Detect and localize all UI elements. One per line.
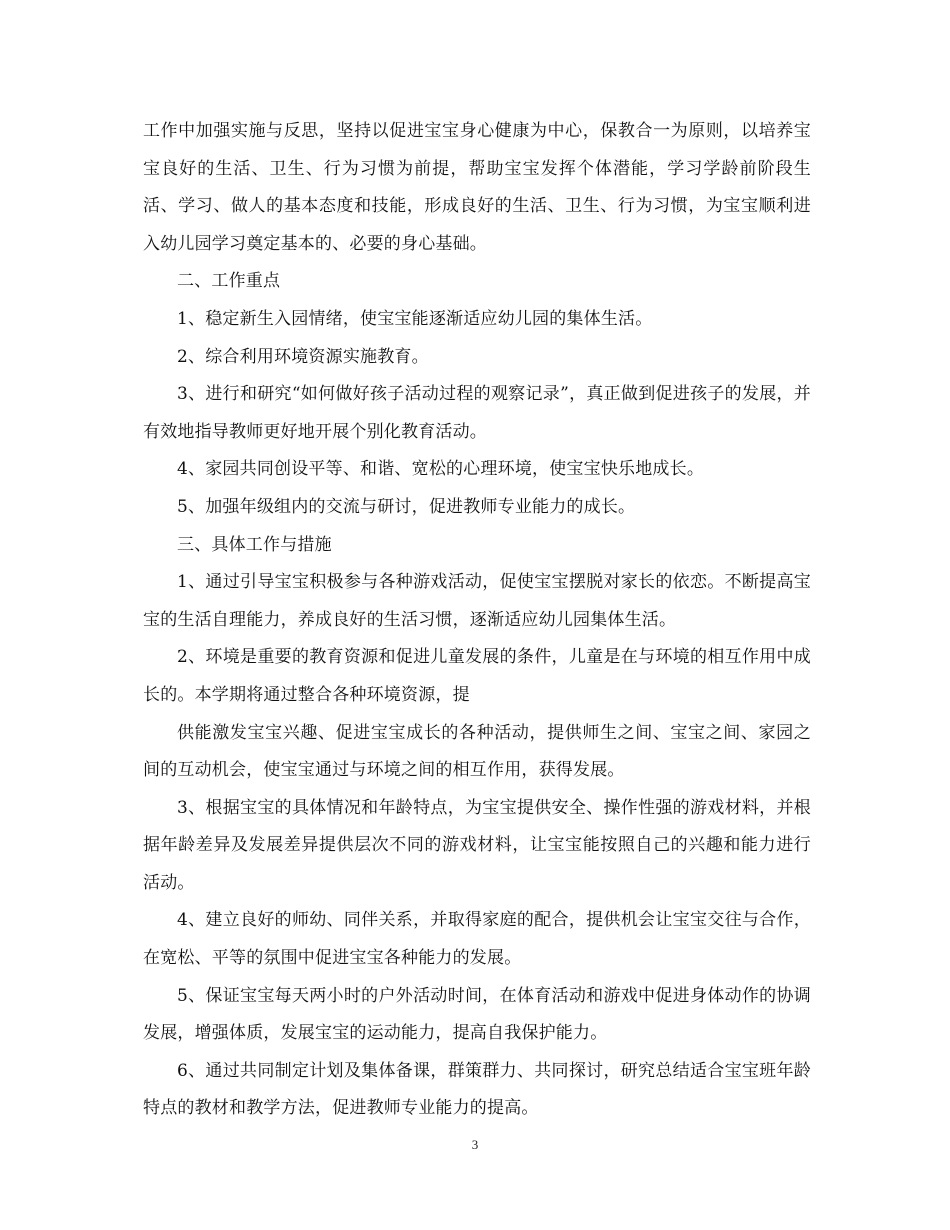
list-item: 2、综合利用环境资源实施教育。 — [177, 346, 429, 367]
section-heading: 二、工作重点 — [177, 271, 281, 292]
list-item: 3、根据宝宝的具体情况和年龄特点，为宝宝提供安全、操作性强的游戏材料，并根据年龄差异及发展差异提供层次不同的游戏材料，让宝宝能按照自己的兴趣和能力进行活动。 — [143, 797, 811, 893]
paragraph: 工作中加强实施与反思，坚持以促进宝宝身心健康为中心，保教合一为原则，以培养宝宝良好的生活、卫生、行为习惯为前提，帮助宝宝发挥个体潜能，学习学龄前阶段生活、学习、做人的基本态度和技能，形成良好的生活、卫生、行为习惯，为宝宝顺利进入幼儿园学习奠定基本的、必要的身心基础。 — [143, 121, 811, 254]
document-body — [143, 113, 811, 1128]
list-item: 4、家园共同创设平等、和谐、宽松的心理环境，使宝宝快乐地成长。 — [177, 459, 705, 480]
page-number: 3 — [471, 1137, 479, 1152]
section-heading: 三、具体工作与措施 — [177, 534, 332, 555]
list-item: 4、建立良好的师幼、同伴关系，并取得家庭的配合，提供机会让宝宝交往与合作，在宽松、平等的氛围中促进宝宝各种能力的发展。 — [143, 910, 811, 969]
list-item: 1、通过引导宝宝积极参与各种游戏活动，促使宝宝摆脱对家长的依恋。不断提高宝宝的生活自理能力，养成良好的生活习惯，逐渐适应幼儿园集体生活。 — [143, 572, 811, 630]
list-item: 5、保证宝宝每天两小时的户外活动时间，在体育活动和游戏中促进身体动作的协调发展，增强体质，发展宝宝的运动能力，提高自我保护能力。 — [143, 985, 811, 1044]
list-item: 1、稳定新生入园情绪，使宝宝能逐渐适应幼儿园的集体生活。 — [177, 308, 653, 329]
list-item: 5、加强年级组内的交流与研讨，促进教师专业能力的成长。 — [177, 496, 636, 517]
paragraph: 供能激发宝宝兴趣、促进宝宝成长的各种活动，提供师生之间、宝宝之间、家园之间的互动机会，使宝宝通过与环境之间的相互作用，获得发展。 — [143, 722, 811, 781]
list-item: 2、环境是重要的教育资源和促进儿童发展的条件，儿童是在与环境的相互作用中成长的。本学期将通过整合各种环境资源，提 — [143, 647, 811, 705]
list-item: 3、进行和研究“如何做好孩子活动过程的观察记录”，真正做到促进孩子的发展，并有效地指导教师更好地开展个别化教育活动。 — [143, 384, 811, 442]
list-item: 6、通过共同制定计划及集体备课，群策群力、共同探讨，研究总结适合宝宝班年龄特点的教材和教学方法，促进教师专业能力的提高。 — [143, 1060, 811, 1119]
